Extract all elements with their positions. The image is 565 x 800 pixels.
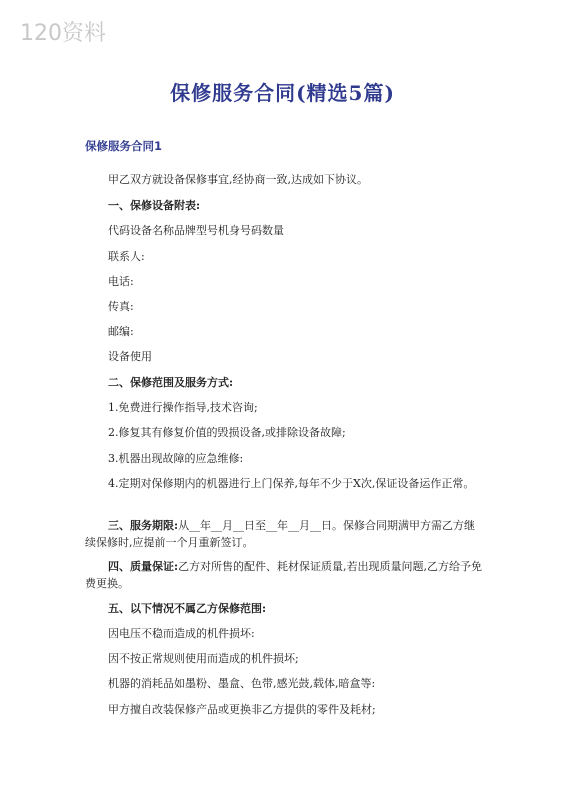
paragraph-equipment-columns: 代码设备名称品牌型号机身号码数量 [108, 224, 284, 237]
paragraph-exclusion-3: 机器的消耗品如墨粉、墨盒、色带,感光鼓,载体,暗盒等: [108, 677, 376, 690]
paragraph-postcode: 邮编: [108, 325, 134, 338]
paragraph-scope-1: 1.免费进行操作指导,技术咨询; [108, 401, 258, 414]
paragraph-intro: 甲乙双方就设备保修事宜,经协商一致,达成如下协议。 [108, 173, 368, 186]
document-title: 保修服务合同(精选5篇) [170, 81, 395, 105]
quality-label: 四、质量保证: [108, 560, 179, 573]
quality-text: 乙方对所售的配件、耗材保证质量,若出现质量问题,乙方给予免费更换。 [85, 560, 483, 590]
paragraph-contact: 联系人: [108, 250, 145, 263]
paragraph-scope-2: 2.修复其有修复价值的毁损设备,或排除设备故障; [108, 426, 346, 439]
paragraph-quality [85, 558, 485, 592]
paragraph-fax: 传真: [108, 300, 134, 313]
service-period-text: 从__年__月__日至__年__月__日。保修合同期满甲方需乙方继续保修时,应提前一个月重新签订。 [85, 519, 476, 549]
paragraph-exclusion-2: 因不按正常规则使用而造成的机件损坏; [108, 652, 299, 665]
heading-exclusions: 五、以下情况不属乙方保修范围: [108, 602, 267, 615]
paragraph-exclusion-4: 甲方擅自改装保修产品或更换非乙方提供的零件及耗材; [108, 703, 376, 716]
heading-scope: 二、保修范围及服务方式: [108, 376, 234, 389]
service-period-label: 三、服务期限: [108, 519, 179, 532]
paragraph-equipment-use: 设备使用 [108, 350, 152, 363]
paragraph-scope-4: 4.定期对保修期内的机器进行上门保养,每年不少于X次,保证设备运作正常。 [108, 477, 475, 490]
watermark: 120资料 [20, 21, 106, 46]
paragraph-scope-3: 3.机器出现故障的应急维修: [108, 452, 244, 465]
heading-equipment-list: 一、保修设备附表: [108, 199, 201, 212]
paragraph-service-period [85, 517, 485, 551]
paragraph-exclusion-1: 因电压不稳而造成的机件损坏: [108, 627, 255, 640]
section-title: 保修服务合同1 [85, 139, 163, 153]
paragraph-phone: 电话: [108, 275, 134, 288]
